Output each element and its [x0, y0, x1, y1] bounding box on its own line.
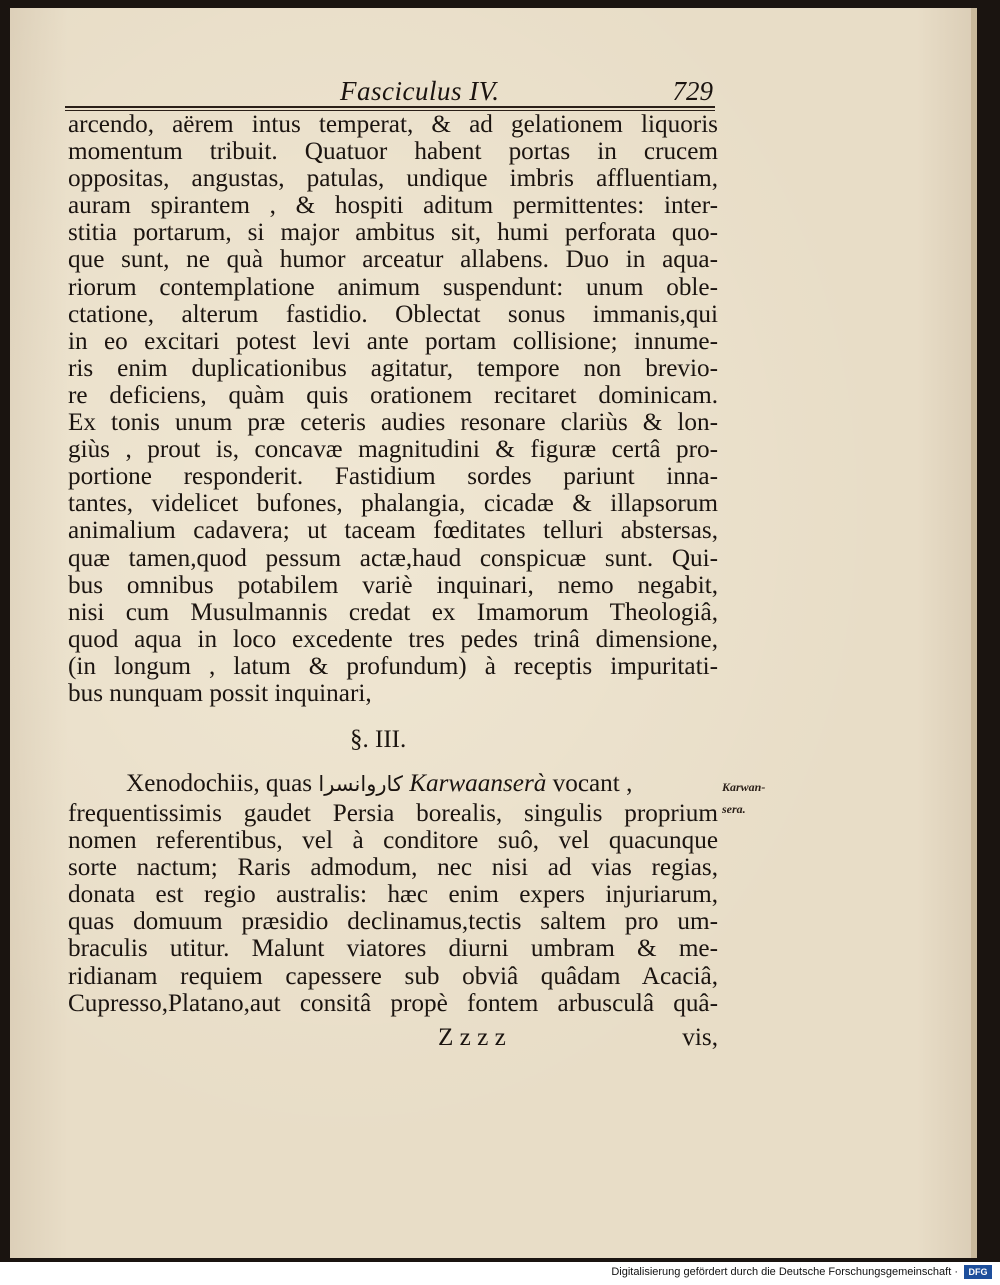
- text-line: Ex tonis unum præ ceteris audies resonare clariùs & lon-: [68, 409, 718, 437]
- header-rule: [65, 106, 715, 108]
- text-line: oppositas, angustas, patulas, undique imbris affluentiam,: [68, 165, 718, 193]
- first-line-start: Xenodochiis, quas: [126, 770, 319, 797]
- text-line: quod aqua in loco excedente tres pedes trinâ dimensione,: [68, 625, 718, 653]
- section-first-line: [68, 770, 718, 800]
- text-line: sorte nactum; Raris admodum, nec nisi ad vias regias,: [68, 854, 718, 882]
- catchword: vis,: [682, 1024, 718, 1051]
- text-line: in eo excitari potest levi ante portam collisione; innume-: [68, 327, 718, 355]
- section-heading: §. III.: [350, 726, 407, 753]
- main-text-block: [68, 111, 718, 707]
- arabic-term: کاروانسرا: [318, 772, 403, 796]
- marginal-note: [722, 776, 812, 820]
- text-line: nomen referentibus, vel à conditore suô, vel quacunque: [68, 827, 718, 855]
- text-line: bus omnibus potabilem variè inquinari, nemo negabit,: [68, 571, 718, 599]
- catchline: [68, 1024, 718, 1054]
- text-line: re deficiens, quàm quis orationem recitaret dominicam.: [68, 381, 718, 409]
- text-line: ris enim duplicationibus agitatur, tempore non brevio-: [68, 354, 718, 382]
- text-line: momentum tribuit. Quatuor habent portas in crucem: [68, 138, 718, 166]
- text-line: donata est regio australis: hæc enim expers injuriarum,: [68, 881, 718, 909]
- italic-term: Karwaanserà: [402, 770, 547, 797]
- text-line: portione responderit. Fastidium sordes pariunt inna-: [68, 463, 718, 491]
- text-line: auram spirantem , & hospiti aditum permittentes: inter-: [68, 192, 718, 220]
- text-line: arcendo, aërem intus temperat, & ad gelationem liquoris: [68, 111, 718, 138]
- text-line: giùs , prout is, concavæ magnitudini & figuræ certâ pro-: [68, 436, 718, 464]
- signature-mark: Z z z z: [438, 1024, 506, 1051]
- text-line: tantes, videlicet bufones, phalangia, cicadæ & illapsorum: [68, 490, 718, 518]
- text-line: riorum contemplatione animum suspendunt: unum oble-: [68, 273, 718, 301]
- page-edge: [971, 8, 977, 1258]
- footer-credit: Digitalisierung gefördert durch die Deutsche Forschungsgemeinschaft ·: [611, 1266, 958, 1278]
- text-line: ctatione, alterum fastidio. Oblectat sonus immanis,qui: [68, 300, 718, 328]
- book-page: [10, 8, 975, 1258]
- first-line-end: vocant ,: [546, 770, 633, 797]
- text-line: braculis utitur. Malunt viatores diurni umbram & me-: [68, 935, 718, 963]
- text-line: que sunt, ne quà humor arceatur allabens. Duo in aqua-: [68, 246, 718, 274]
- text-line: stitia portarum, si major ambitus sit, humi perforata quo-: [68, 219, 718, 247]
- footer-bar: [0, 1262, 1000, 1285]
- running-title: Fasciculus IV.: [340, 76, 500, 106]
- text-line: frequentissimis gaudet Persia borealis, singulis proprium: [68, 800, 718, 827]
- text-line: ridianam requiem capessere sub obviâ quâdam Acaciâ,: [68, 962, 718, 990]
- page-header: [65, 70, 725, 110]
- text-line: animalium cadavera; ut taceam fœditates telluri abstersas,: [68, 517, 718, 545]
- text-line: Cupresso,Platano,aut consitâ propè fontem arbusculâ quâ-: [68, 989, 718, 1017]
- text-line: quæ tamen,quod pessum actæ,haud conspicuæ sunt. Qui-: [68, 544, 718, 572]
- text-line: quas domuum præsidio declinamus,tectis saltem pro um-: [68, 908, 718, 936]
- marginal-note-line: Karwan-: [722, 780, 766, 794]
- marginal-note-line: sera.: [722, 802, 746, 816]
- text-line: bus nunquam possit inquinari,: [68, 679, 372, 707]
- page-number: 729: [672, 76, 713, 106]
- section-paragraph: [68, 770, 718, 1017]
- text-line: nisi cum Musulmannis credat ex Imamorum Theologiâ,: [68, 598, 718, 626]
- dfg-logo: DFG: [964, 1265, 992, 1279]
- text-line: (in longum , latum & profundum) à receptis impuritati-: [68, 652, 718, 680]
